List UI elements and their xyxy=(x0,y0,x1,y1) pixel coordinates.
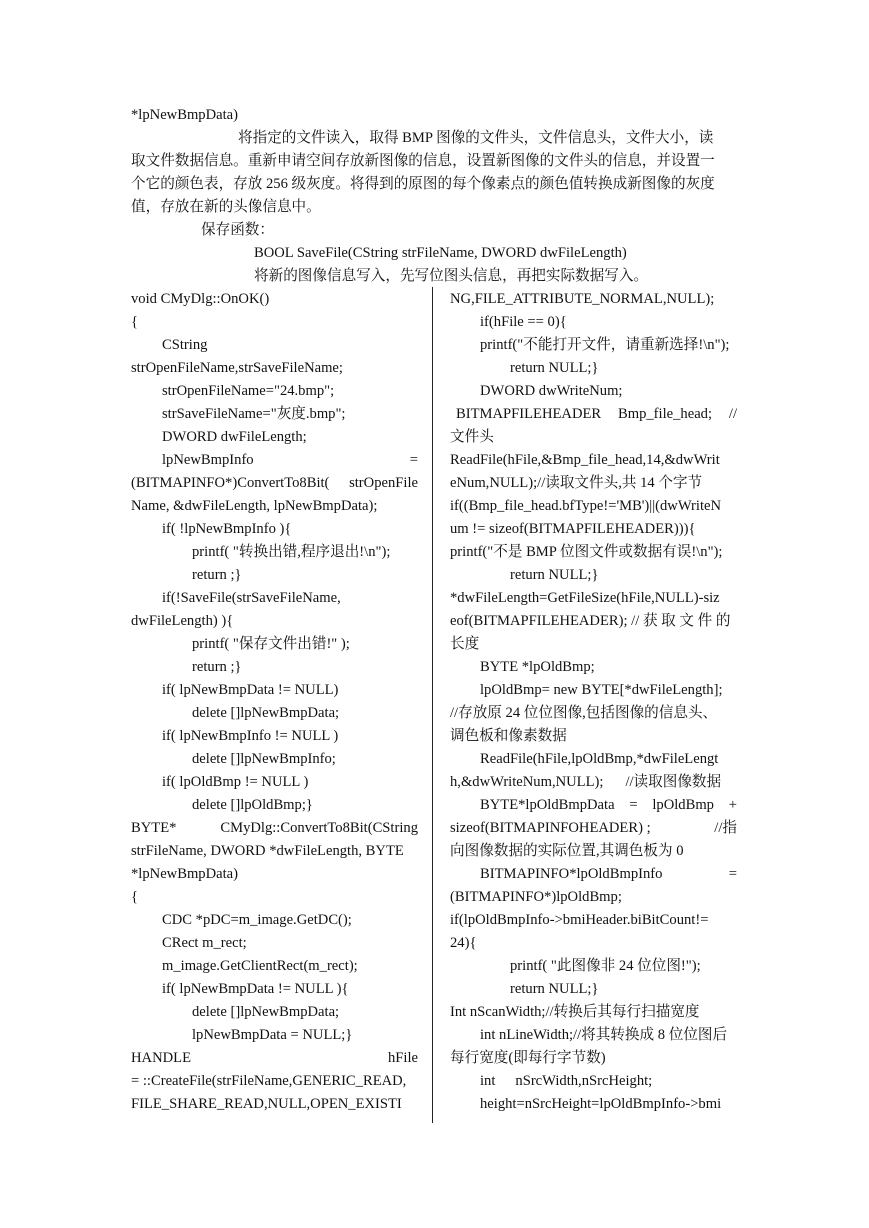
code-line: lpOldBmp= new BYTE[*dwFileLength]; xyxy=(480,682,723,698)
intro-line-8: 将新的图像信息写入，先写位图头信息，再把实际数据写入。 xyxy=(254,268,649,284)
code-line xyxy=(131,472,418,495)
code-line xyxy=(450,817,737,840)
code-token: lpOldBmp xyxy=(652,797,714,813)
code-line: 文件头 xyxy=(450,429,494,445)
code-token: BITMAPFILEHEADER xyxy=(456,406,602,422)
intro-line-2: 将指定的文件读入，取得 BMP 图像的文件头，文件信息头，文件大小，读 xyxy=(238,130,714,146)
code-line: { xyxy=(131,314,139,330)
code-line: strOpenFileName="24.bmp"; xyxy=(162,383,335,399)
code-line: CString xyxy=(162,337,208,353)
code-line: height=nSrcHeight=lpOldBmpInfo->bmi xyxy=(480,1096,722,1112)
code-line xyxy=(162,449,418,472)
code-line: NG,FILE_ATTRIBUTE_NORMAL,NULL); xyxy=(450,291,715,307)
code-line: printf( "转换出错,程序退出!\n"); xyxy=(192,544,391,560)
code-line: return NULL;} xyxy=(510,981,599,997)
code-line: printf( "保存文件出错!" ); xyxy=(192,636,350,652)
code-line: eNum,NULL);//读取文件头,共 14 个字节 xyxy=(450,475,703,491)
code-line: return ;} xyxy=(192,567,242,583)
code-line: if(!SaveFile(strSaveFileName, xyxy=(162,590,341,606)
code-token: lpNewBmpInfo xyxy=(162,452,254,468)
intro-line-5: 值，存放在新的头像信息中。 xyxy=(131,199,321,215)
code-line: DWORD dwWriteNum; xyxy=(480,383,623,399)
code-line: return NULL;} xyxy=(510,567,599,583)
code-token: nSrcWidth,nSrcHeight; xyxy=(515,1073,653,1089)
code-line: lpNewBmpData = NULL;} xyxy=(192,1027,353,1043)
code-line: if((Bmp_file_head.bfType!='MB')||(dwWriteN xyxy=(450,498,722,514)
code-line: CRect m_rect; xyxy=(162,935,247,951)
code-token: HANDLE xyxy=(131,1050,191,1066)
intro-line-3: 取文件数据信息。重新申请空间存放新图像的信息，设置新图像的文件头的信息，并设置一 xyxy=(131,153,715,169)
code-line: delete []lpNewBmpInfo; xyxy=(192,751,336,767)
code-line: 向图像数据的实际位置,其调色板为 0 xyxy=(450,843,684,859)
code-line: if( lpNewBmpData != NULL) xyxy=(162,682,339,698)
code-line: void CMyDlg::OnOK() xyxy=(131,291,270,307)
code-line: if( lpNewBmpInfo != NULL ) xyxy=(162,728,339,744)
code-line: return ;} xyxy=(192,659,242,675)
code-line: ReadFile(hFile,&Bmp_file_head,14,&dwWrit xyxy=(450,452,720,468)
code-token: int xyxy=(480,1073,496,1089)
code-line xyxy=(456,403,737,426)
code-line: 每行宽度(即每行字节数) xyxy=(450,1050,606,1066)
code-token: BYTE* xyxy=(131,820,177,836)
code-line: FILE_SHARE_READ,NULL,OPEN_EXISTI xyxy=(131,1096,402,1112)
code-line: BYTE *lpOldBmp; xyxy=(480,659,595,675)
intro-line-6: 保存函数： xyxy=(201,222,274,238)
code-line: Name, &dwFileLength, lpNewBmpData); xyxy=(131,498,378,514)
code-line xyxy=(450,771,721,794)
code-token: sizeof(BITMAPINFOHEADER) ; xyxy=(450,820,651,836)
code-token: BYTE*lpOldBmpData xyxy=(480,797,615,813)
code-line: delete []lpNewBmpData; xyxy=(192,705,340,721)
code-line: 调色板和像素数据 xyxy=(450,728,567,744)
code-line: //存放原 24 位位图像,包括图像的信息头、 xyxy=(450,705,718,721)
code-token: BITMAPINFO*lpOldBmpInfo xyxy=(480,866,663,882)
code-token: h,&dwWriteNum,NULL); xyxy=(450,774,604,790)
code-line: dwFileLength) ){ xyxy=(131,613,234,629)
code-line: = ::CreateFile(strFileName,GENERIC_READ, xyxy=(131,1073,407,1089)
code-token: = xyxy=(728,866,737,882)
intro-line-7: BOOL SaveFile(CString strFileName, DWORD dwFileLength) xyxy=(254,245,627,261)
code-line: *lpNewBmpData) xyxy=(131,866,238,882)
code-line: strSaveFileName="灰度.bmp"; xyxy=(162,406,346,422)
code-token: hFile xyxy=(388,1050,418,1066)
code-line xyxy=(131,1047,418,1070)
code-line: strOpenFileName,strSaveFileName; xyxy=(131,360,343,376)
intro-line-1: *lpNewBmpData) xyxy=(131,107,238,123)
code-line: if( !lpNewBmpInfo ){ xyxy=(162,521,292,537)
code-line: delete []lpNewBmpData; xyxy=(192,1004,340,1020)
code-line: DWORD dwFileLength; xyxy=(162,429,307,445)
intro-line-4: 个它的颜色表，存放 256 级灰度。将得到的原图的每个像素点的颜色值转换成新图像的灰度 xyxy=(131,176,715,192)
code-line: Int nScanWidth;//转换后其每行扫描宽度 xyxy=(450,1004,700,1020)
code-line xyxy=(131,817,418,840)
code-line: ReadFile(hFile,lpOldBmp,*dwFileLengt xyxy=(480,751,719,767)
code-line: *dwFileLength=GetFileSize(hFile,NULL)-siz xyxy=(450,590,720,606)
code-line: if(lpOldBmpInfo->bmiHeader.biBitCount!= xyxy=(450,912,709,928)
code-line xyxy=(480,1070,652,1093)
code-token: //指 xyxy=(714,820,737,836)
code-token: // xyxy=(728,406,737,422)
code-line: { xyxy=(131,889,139,905)
code-line: 24){ xyxy=(450,935,477,951)
code-line: eof(BITMAPFILEHEADER); // 获 取 文 件 的 xyxy=(450,613,731,629)
code-line: if( lpOldBmp != NULL ) xyxy=(162,774,309,790)
code-line: if(hFile == 0){ xyxy=(480,314,567,330)
code-token: = xyxy=(409,452,418,468)
code-token: = xyxy=(629,797,638,813)
code-line: printf("不是 BMP 位图文件或数据有误!\n"); xyxy=(450,544,723,560)
code-token: strOpenFile xyxy=(349,475,418,491)
code-line: 长度 xyxy=(450,636,480,652)
code-line: if( lpNewBmpData != NULL ){ xyxy=(162,981,349,997)
code-line: CDC *pDC=m_image.GetDC(); xyxy=(162,912,352,928)
code-line: int nLineWidth;//将其转换成 8 位位图后 xyxy=(480,1027,728,1043)
code-line: um != sizeof(BITMAPFILEHEADER))){ xyxy=(450,521,696,537)
code-line: delete []lpOldBmp;} xyxy=(192,797,313,813)
code-line: return NULL;} xyxy=(510,360,599,376)
code-line: m_image.GetClientRect(m_rect); xyxy=(162,958,358,974)
column-divider xyxy=(432,287,433,1123)
code-token: (BITMAPINFO*)ConvertTo8Bit( xyxy=(131,475,330,491)
code-token: + xyxy=(728,797,737,813)
code-line: (BITMAPINFO*)lpOldBmp; xyxy=(450,889,622,905)
code-line xyxy=(480,794,737,817)
code-token: Bmp_file_head; xyxy=(618,406,713,422)
code-line: strFileName, DWORD *dwFileLength, BYTE xyxy=(131,843,404,859)
code-line: printf("不能打开文件，请重新选择!\n"); xyxy=(480,337,730,353)
code-line: printf( "此图像非 24 位位图!"); xyxy=(510,958,701,974)
code-line xyxy=(480,863,737,886)
code-token: CMyDlg::ConvertTo8Bit(CString xyxy=(220,820,418,836)
code-token: //读取图像数据 xyxy=(625,774,722,790)
